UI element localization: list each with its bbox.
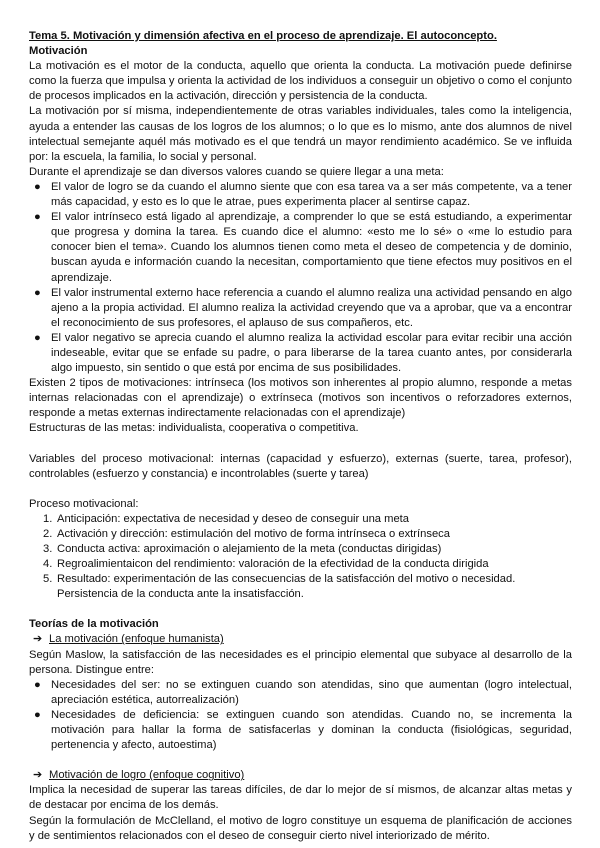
list-item: ● Necesidades del ser: no se extinguen cuando son atendidas, sino que aumentan (logro intelectual, apreciación estética, autorrealización) — [34, 678, 572, 706]
bullet-icon: ● — [34, 708, 41, 721]
list-item — [29, 331, 572, 376]
subsection-title-logro: ➔ Motivación de logro (enfoque cognitivo) — [29, 768, 572, 783]
paragraph: La motivación es el motor de la conducta, aquello que orienta la conducta. La motivación puede definirse como la fuerza que impulsa y orienta la actividad de los individuos a conseguir un objetivo o como el conjunto de procesos implicados en la activación, dirección y persistencia de la conducta. — [29, 60, 572, 103]
bullet-icon: ● — [34, 331, 41, 344]
paragraph: Según Maslow, la satisfacción de las necesidades es el principio elemental que subyace al desarrollo de la persona. Distingue entre: — [29, 648, 572, 676]
paragraph: La motivación por sí misma, independientemente de otras variables individuales, tales como la inteligencia, ayuda a entender las causas de los logros de los alumnos; o lo que es lo mismo, ante dos alumnos de nivel intelectual semejante aquél más motivado es el que tendrá un mayor rendimiento académico. Se ve influida por: la escuela, la familia, lo social y personal. — [29, 105, 572, 163]
list-item-text: El valor instrumental externo hace referencia a cuando el alumno realiza una actividad pensando en algo ajeno a la propia actividad. El alumno realiza la actividad creyendo que va a aprobar, que va a encontrar el reconocimiento de sus profesores, el aplauso de sus compañeros, etc. — [51, 286, 572, 329]
bullet-icon: ● — [34, 180, 41, 193]
values-list — [29, 180, 572, 376]
list-item: 4. Regroalimientaicon del rendimiento: valoración de la efectividad de la conducta dirigida — [43, 558, 489, 571]
list-item-text: El valor intrínseco está ligado al aprendizaje, a comprender lo que se está estudiando, a experimentar que progresa y domina la tarea. Es cuando dice el alumno: «esto me lo sé» o «me lo estudio para conocer bien el tema». Cuando los alumnos tienen como meta el deseo de competencia y de dominio, buscan ayuda e información cuando la necesitan, comportamiento que tiene efectos muy positivos en el aprendizaje. — [51, 211, 572, 284]
list-item — [29, 180, 572, 210]
bullet-icon: ● — [34, 678, 41, 691]
section-heading-teorias: Teorías de la motivación — [29, 618, 159, 631]
document-title: Tema 5. Motivación y dimensión afectiva en el proceso de aprendizaje. El autoconcepto. — [29, 30, 497, 42]
list-item: 2. Activación y dirección: estimulación del motivo de forma intrínseca o extrínseca — [43, 527, 450, 540]
paragraph: Variables del proceso motivacional: internas (capacidad y esfuerzo), externas (suerte, tarea, profesor), controlables (esfuerzo y constancia) e incontrolables (suerte y tarea) — [29, 452, 572, 480]
list-item: ● Necesidades de deficiencia: se extinguen cuando son atendidas. Cuando no, se incrementa la motivación para hallar la forma de satisfacerlas y dominan la conducta (fisiológicas, seguridad, pertenencia y afecto, autoestima) — [34, 708, 572, 752]
list-item — [29, 210, 572, 285]
paragraph: Estructuras de las metas: individualista, cooperativa o competitiva. — [29, 422, 359, 435]
paragraph: Existen 2 tipos de motivaciones: intrínseca (los motivos son inherentes al propio alumno, responde a metas internas relacionadas con el aprendizaje) o extrínseca (motivos son incentivos o reforzadores externos, responde a metas externas indirectamente relacionadas con el aprendizaje) — [29, 377, 572, 420]
bullet-icon: ● — [34, 286, 41, 299]
paragraph: Durante el aprendizaje se dan diversos valores cuando se quiere llegar a una meta: — [29, 165, 444, 178]
list-item-text: El valor de logro se da cuando el alumno siente que con esa tarea va a ser más competente, va a tener más capacidad, y esto es lo que le atrae, pues experimenta placer al sentirse capaz. — [51, 180, 572, 209]
arrow-right-icon: ➔ — [33, 769, 43, 782]
section-heading-motivacion: Motivación — [29, 45, 88, 58]
process-list — [29, 512, 572, 603]
subsection-title-humanista: ➔ La motivación (enfoque humanista) — [29, 632, 572, 647]
list-item: 3. Conducta activa: aproximación o alejamiento de la meta (conductas dirigidas) — [43, 543, 442, 555]
arrow-right-icon: ➔ — [33, 633, 43, 646]
paragraph: Implica la necesidad de superar las tareas difíciles, de dar lo mejor de sí mismos, de alcanzar altas metas y de destacar por encima de los demás. — [29, 784, 572, 812]
needs-list — [29, 678, 572, 753]
list-item-text: El valor negativo se aprecia cuando el alumno realiza la actividad escolar para evitar recibir una acción indeseable, evitar que se enfade su padre, o para liberarse de la tarea cuanto antes, por considerarla algo impuesto, sin sentido o que está por encima de sus posibilidades. — [51, 331, 572, 375]
list-item: 1. Anticipación: expectativa de necesidad y deseo de conseguir una meta — [43, 512, 410, 525]
list-item — [29, 286, 572, 331]
process-heading: Proceso motivacional: — [29, 497, 139, 510]
list-item: 5. Resultado: experimentación de las consecuencias de la satisfacción del motivo o necesidad. Persistencia de la conducta ante la insatisfacción. — [43, 573, 516, 601]
paragraph: Según la formulación de McClelland, el motivo de logro constituye un esquema de planificación de acciones y de sentimientos relacionados con el deseo de conseguir cierto nivel interiorizado de mérito. — [29, 814, 572, 842]
bullet-icon: ● — [34, 211, 41, 224]
